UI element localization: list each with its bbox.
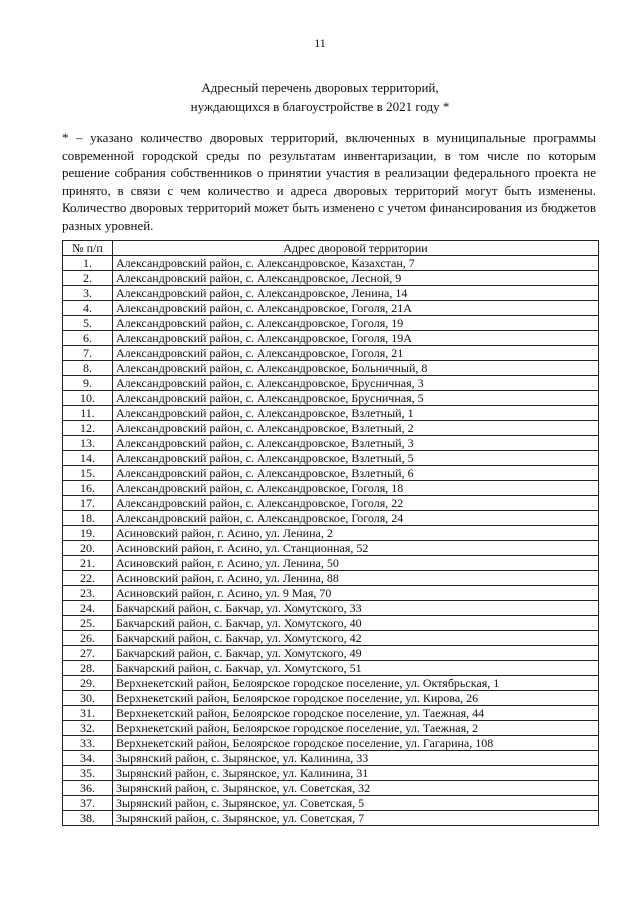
row-address: Александровский район, с. Александровское, Гоголя, 19А [113, 331, 599, 346]
table-header-row [63, 241, 599, 256]
row-number: 32. [63, 721, 113, 736]
row-number: 11. [63, 406, 113, 421]
document-title [0, 78, 640, 116]
table-row [63, 691, 599, 706]
row-number: 1. [63, 256, 113, 271]
row-number: 25. [63, 616, 113, 631]
row-address: Александровский район, с. Александровское, Гоголя, 19 [113, 316, 599, 331]
row-address: Асиновский район, г. Асино, ул. Станционная, 52 [113, 541, 599, 556]
row-address: Александровский район, с. Александровское, Взлетный, 1 [113, 406, 599, 421]
row-number: 3. [63, 286, 113, 301]
row-number: 18. [63, 511, 113, 526]
row-number: 12. [63, 421, 113, 436]
row-address: Александровский район, с. Александровское, Брусничная, 5 [113, 391, 599, 406]
table-row [63, 646, 599, 661]
row-number: 21. [63, 556, 113, 571]
table-row [63, 271, 599, 286]
row-address: Александровский район, с. Александровское, Взлетный, 2 [113, 421, 599, 436]
table-row [63, 676, 599, 691]
table-row [63, 481, 599, 496]
row-number: 6. [63, 331, 113, 346]
header-address: Адрес дворовой территории [113, 241, 599, 256]
row-address: Верхнекетский район, Белоярское городское поселение, ул. Гагарина, 108 [113, 736, 599, 751]
row-address: Зырянский район, с. Зырянское, ул. Калинина, 33 [113, 751, 599, 766]
row-address: Зырянский район, с. Зырянское, ул. Советская, 32 [113, 781, 599, 796]
row-number: 14. [63, 451, 113, 466]
row-address: Асиновский район, г. Асино, ул. Ленина, 88 [113, 571, 599, 586]
row-number: 19. [63, 526, 113, 541]
row-number: 28. [63, 661, 113, 676]
row-number: 16. [63, 481, 113, 496]
row-number: 29. [63, 676, 113, 691]
row-address: Бакчарский район, с. Бакчар, ул. Хомутского, 33 [113, 601, 599, 616]
address-table [62, 240, 599, 826]
row-number: 33. [63, 736, 113, 751]
table-row [63, 406, 599, 421]
row-number: 37. [63, 796, 113, 811]
table-row [63, 331, 599, 346]
table-row [63, 751, 599, 766]
row-address: Александровский район, с. Александровское, Взлетный, 6 [113, 466, 599, 481]
table-row [63, 436, 599, 451]
table-row [63, 256, 599, 271]
row-number: 30. [63, 691, 113, 706]
row-number: 5. [63, 316, 113, 331]
table-row [63, 346, 599, 361]
row-number: 15. [63, 466, 113, 481]
row-address: Бакчарский район, с. Бакчар, ул. Хомутского, 42 [113, 631, 599, 646]
header-number: № п/п [63, 241, 113, 256]
row-number: 23. [63, 586, 113, 601]
table-row [63, 286, 599, 301]
row-number: 38. [63, 811, 113, 826]
row-number: 31. [63, 706, 113, 721]
row-address: Александровский район, с. Александровское, Взлетный, 3 [113, 436, 599, 451]
row-number: 34. [63, 751, 113, 766]
row-address: Зырянский район, с. Зырянское, ул. Калинина, 31 [113, 766, 599, 781]
row-address: Александровский район, с. Александровское, Больничный, 8 [113, 361, 599, 376]
footnote-paragraph: * – указано количество дворовых территорий, включенных в муниципальные программы современной городской среды по результатам инвентаризации, в том числе по которым решение собрания собственников о принятии участия в реализации федерального проекта не принято, в связи с чем количество и адреса дворовых территорий могут быть изменены. Количество дворовых территорий может быть изменено с учетом финансирования из бюджетов разных уровней. [62, 130, 596, 233]
table-row [63, 511, 599, 526]
row-address: Александровский район, с. Александровское, Брусничная, 3 [113, 376, 599, 391]
table-row [63, 541, 599, 556]
table-row [63, 616, 599, 631]
table-row [63, 811, 599, 826]
row-number: 22. [63, 571, 113, 586]
row-address: Александровский район, с. Александровское, Взлетный, 5 [113, 451, 599, 466]
row-number: 27. [63, 646, 113, 661]
row-address: Бакчарский район, с. Бакчар, ул. Хомутского, 51 [113, 661, 599, 676]
row-address: Асиновский район, г. Асино, ул. Ленина, 2 [113, 526, 599, 541]
row-number: 36. [63, 781, 113, 796]
row-address: Александровский район, с. Александровское, Казахстан, 7 [113, 256, 599, 271]
row-address: Верхнекетский район, Белоярское городское поселение, ул. Таежная, 2 [113, 721, 599, 736]
table-row [63, 451, 599, 466]
table-row [63, 601, 599, 616]
table-row [63, 376, 599, 391]
row-address: Асиновский район, г. Асино, ул. 9 Мая, 70 [113, 586, 599, 601]
row-address: Александровский район, с. Александровское, Лесной, 9 [113, 271, 599, 286]
row-number: 8. [63, 361, 113, 376]
row-number: 17. [63, 496, 113, 511]
row-number: 2. [63, 271, 113, 286]
row-address: Верхнекетский район, Белоярское городское поселение, ул. Кирова, 26 [113, 691, 599, 706]
row-address: Александровский район, с. Александровское, Гоголя, 21 [113, 346, 599, 361]
table-row [63, 466, 599, 481]
row-number: 4. [63, 301, 113, 316]
row-address: Асиновский район, г. Асино, ул. Ленина, 50 [113, 556, 599, 571]
row-address: Бакчарский район, с. Бакчар, ул. Хомутского, 49 [113, 646, 599, 661]
table-row [63, 301, 599, 316]
table-body [63, 256, 599, 826]
table-row [63, 781, 599, 796]
table-row [63, 661, 599, 676]
row-number: 24. [63, 601, 113, 616]
row-number: 13. [63, 436, 113, 451]
row-address: Верхнекетский район, Белоярское городское поселение, ул. Октябрьская, 1 [113, 676, 599, 691]
table-row [63, 556, 599, 571]
row-address: Александровский район, с. Александровское, Ленина, 14 [113, 286, 599, 301]
table-row [63, 586, 599, 601]
row-address: Александровский район, с. Александровское, Гоголя, 18 [113, 481, 599, 496]
table-row [63, 796, 599, 811]
row-number: 35. [63, 766, 113, 781]
row-address: Верхнекетский район, Белоярское городское поселение, ул. Таежная, 44 [113, 706, 599, 721]
table-row [63, 496, 599, 511]
table-row [63, 526, 599, 541]
row-number: 7. [63, 346, 113, 361]
page-number: 11 [314, 36, 326, 50]
table-row [63, 631, 599, 646]
title-line-1: Адресный перечень дворовых территорий, [201, 80, 439, 95]
table-row [63, 391, 599, 406]
table-row [63, 736, 599, 751]
row-number: 9. [63, 376, 113, 391]
row-number: 26. [63, 631, 113, 646]
row-address: Зырянский район, с. Зырянское, ул. Советская, 7 [113, 811, 599, 826]
row-number: 10. [63, 391, 113, 406]
table-row [63, 361, 599, 376]
row-address: Александровский район, с. Александровское, Гоголя, 24 [113, 511, 599, 526]
row-address: Александровский район, с. Александровское, Гоголя, 22 [113, 496, 599, 511]
title-line-2: нуждающихся в благоустройстве в 2021 году * [190, 99, 450, 114]
table-row [63, 706, 599, 721]
table-row [63, 316, 599, 331]
row-address: Зырянский район, с. Зырянское, ул. Советская, 5 [113, 796, 599, 811]
table-row [63, 721, 599, 736]
row-number: 20. [63, 541, 113, 556]
row-address: Бакчарский район, с. Бакчар, ул. Хомутского, 40 [113, 616, 599, 631]
table-row [63, 421, 599, 436]
table-row [63, 571, 599, 586]
row-address: Александровский район, с. Александровское, Гоголя, 21А [113, 301, 599, 316]
table-row [63, 766, 599, 781]
